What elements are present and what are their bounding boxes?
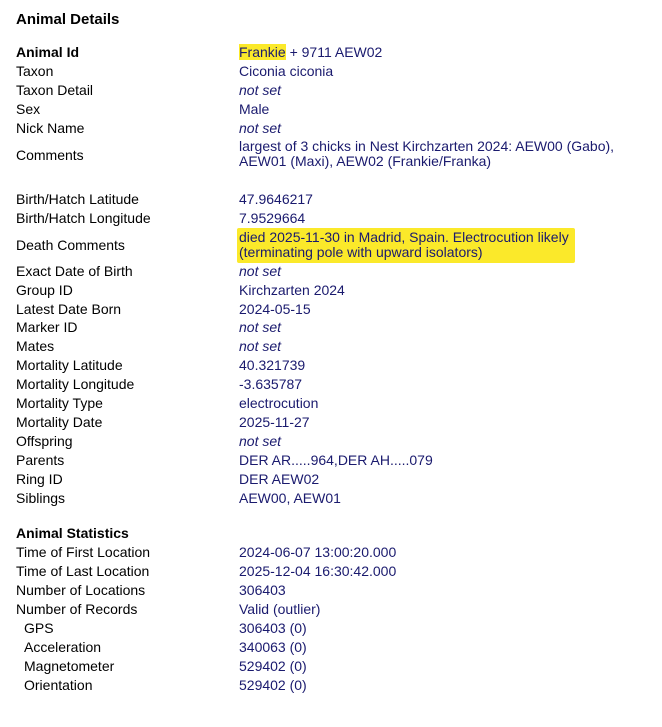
value-num-locations: 306403 <box>239 582 286 598</box>
label-birth-lon: Birth/Hatch Longitude <box>16 210 151 226</box>
label-latest-date-born: Latest Date Born <box>16 301 122 317</box>
value-mortality-lon: -3.635787 <box>239 376 303 392</box>
value-mortality-lat: 40.321739 <box>239 357 306 373</box>
row-death-comments <box>16 228 656 264</box>
row-nick-name <box>16 120 656 139</box>
row-sex <box>16 101 656 120</box>
label-orientation: Orientation <box>24 677 93 693</box>
value-ring-id: DER AEW02 <box>239 471 320 487</box>
label-marker-id: Marker ID <box>16 319 78 335</box>
value-exact-dob: not set <box>239 263 282 279</box>
label-num-locations: Number of Locations <box>16 582 146 598</box>
row-animal-id <box>16 44 656 63</box>
label-parents: Parents <box>16 452 65 468</box>
label-animal-id: Animal Id <box>16 44 80 60</box>
row-first-location <box>16 544 656 563</box>
label-taxon-detail: Taxon Detail <box>16 82 94 98</box>
value-sex: Male <box>239 101 270 117</box>
row-latest-date-born <box>16 301 656 320</box>
value-last-location: 2025-12-04 16:30:42.000 <box>239 563 397 579</box>
row-mates <box>16 338 656 357</box>
value-first-location: 2024-06-07 13:00:20.000 <box>239 544 397 560</box>
value-marker-id: not set <box>239 319 282 335</box>
value-comments: largest of 3 chicks in Nest Kirchzarten 2024: AEW00 (Gabo), AEW01 (Maxi), AEW02 (Frankie/Franka) <box>239 138 615 169</box>
row-magnetometer <box>16 658 656 677</box>
section-title-animal-statistics: Animal Statistics <box>16 525 129 541</box>
label-num-records: Number of Records <box>16 601 138 617</box>
label-group-id: Group ID <box>16 282 73 298</box>
value-siblings: AEW00, AEW01 <box>239 490 341 506</box>
row-mortality-type <box>16 395 656 414</box>
value-latest-date-born: 2024-05-15 <box>239 301 311 317</box>
row-num-locations <box>16 582 656 601</box>
label-acceleration: Acceleration <box>24 639 102 655</box>
label-death-comments: Death Comments <box>16 237 125 253</box>
value-animal-id: Frankie + 9711 AEW02 <box>239 44 383 60</box>
row-comments <box>16 139 656 173</box>
row-birth-lat <box>16 191 656 210</box>
row-offspring <box>16 433 656 452</box>
row-last-location <box>16 563 656 582</box>
value-group-id: Kirchzarten 2024 <box>239 282 345 298</box>
value-acceleration: 340063 (0) <box>239 639 307 655</box>
row-num-records <box>16 601 656 620</box>
row-acceleration <box>16 639 656 658</box>
row-group-id <box>16 282 656 301</box>
row-gps <box>16 620 656 639</box>
row-taxon <box>16 63 656 82</box>
label-sex: Sex <box>16 101 41 117</box>
value-mates: not set <box>239 338 282 354</box>
label-exact-dob: Exact Date of Birth <box>16 263 133 279</box>
row-mortality-lon <box>16 376 656 395</box>
value-num-records: Valid (outlier) <box>239 601 321 617</box>
label-mortality-type: Mortality Type <box>16 395 103 411</box>
value-offspring: not set <box>239 433 282 449</box>
label-ring-id: Ring ID <box>16 471 63 487</box>
label-comments: Comments <box>16 147 84 163</box>
label-siblings: Siblings <box>16 490 66 506</box>
row-parents <box>16 452 656 471</box>
label-gps: GPS <box>24 620 54 636</box>
label-first-location: Time of First Location <box>16 544 151 560</box>
row-marker-id <box>16 319 656 338</box>
label-mortality-lon: Mortality Longitude <box>16 376 135 392</box>
label-birth-lat: Birth/Hatch Latitude <box>16 191 139 207</box>
row-siblings <box>16 490 656 509</box>
value-mortality-date: 2025-11-27 <box>239 414 310 430</box>
label-mortality-lat: Mortality Latitude <box>16 357 123 373</box>
label-offspring: Offspring <box>16 433 73 449</box>
value-taxon: Ciconia ciconia <box>239 63 334 79</box>
label-last-location: Time of Last Location <box>16 563 150 579</box>
row-exact-dob <box>16 263 656 282</box>
row-mortality-lat <box>16 357 656 376</box>
label-mortality-date: Mortality Date <box>16 414 103 430</box>
value-nick-name: not set <box>239 120 282 136</box>
label-taxon: Taxon <box>16 63 54 79</box>
highlighted-name: Frankie <box>239 44 286 60</box>
value-gps: 306403 (0) <box>239 620 307 636</box>
value-mortality-type: electrocution <box>239 395 319 411</box>
row-mortality-date <box>16 414 656 433</box>
row-birth-lon <box>16 210 656 229</box>
row-ring-id <box>16 471 656 490</box>
value-orientation: 529402 (0) <box>239 677 307 693</box>
value-birth-lon: 7.9529664 <box>239 210 306 226</box>
label-nick-name: Nick Name <box>16 120 85 136</box>
value-magnetometer: 529402 (0) <box>239 658 307 674</box>
value-birth-lat: 47.9646217 <box>239 191 313 207</box>
row-taxon-detail <box>16 82 656 101</box>
value-parents: DER AR.....964,DER AH.....079 <box>239 452 433 468</box>
value-death-comments: died 2025-11-30 in Madrid, Spain. Electrocution likely (terminating pole with upward isolators) <box>239 228 575 263</box>
value-taxon-detail: not set <box>239 82 282 98</box>
row-orientation <box>16 677 656 696</box>
label-magnetometer: Magnetometer <box>24 658 115 674</box>
section-title-animal-details: Animal Details <box>16 11 120 28</box>
label-mates: Mates <box>16 338 55 354</box>
